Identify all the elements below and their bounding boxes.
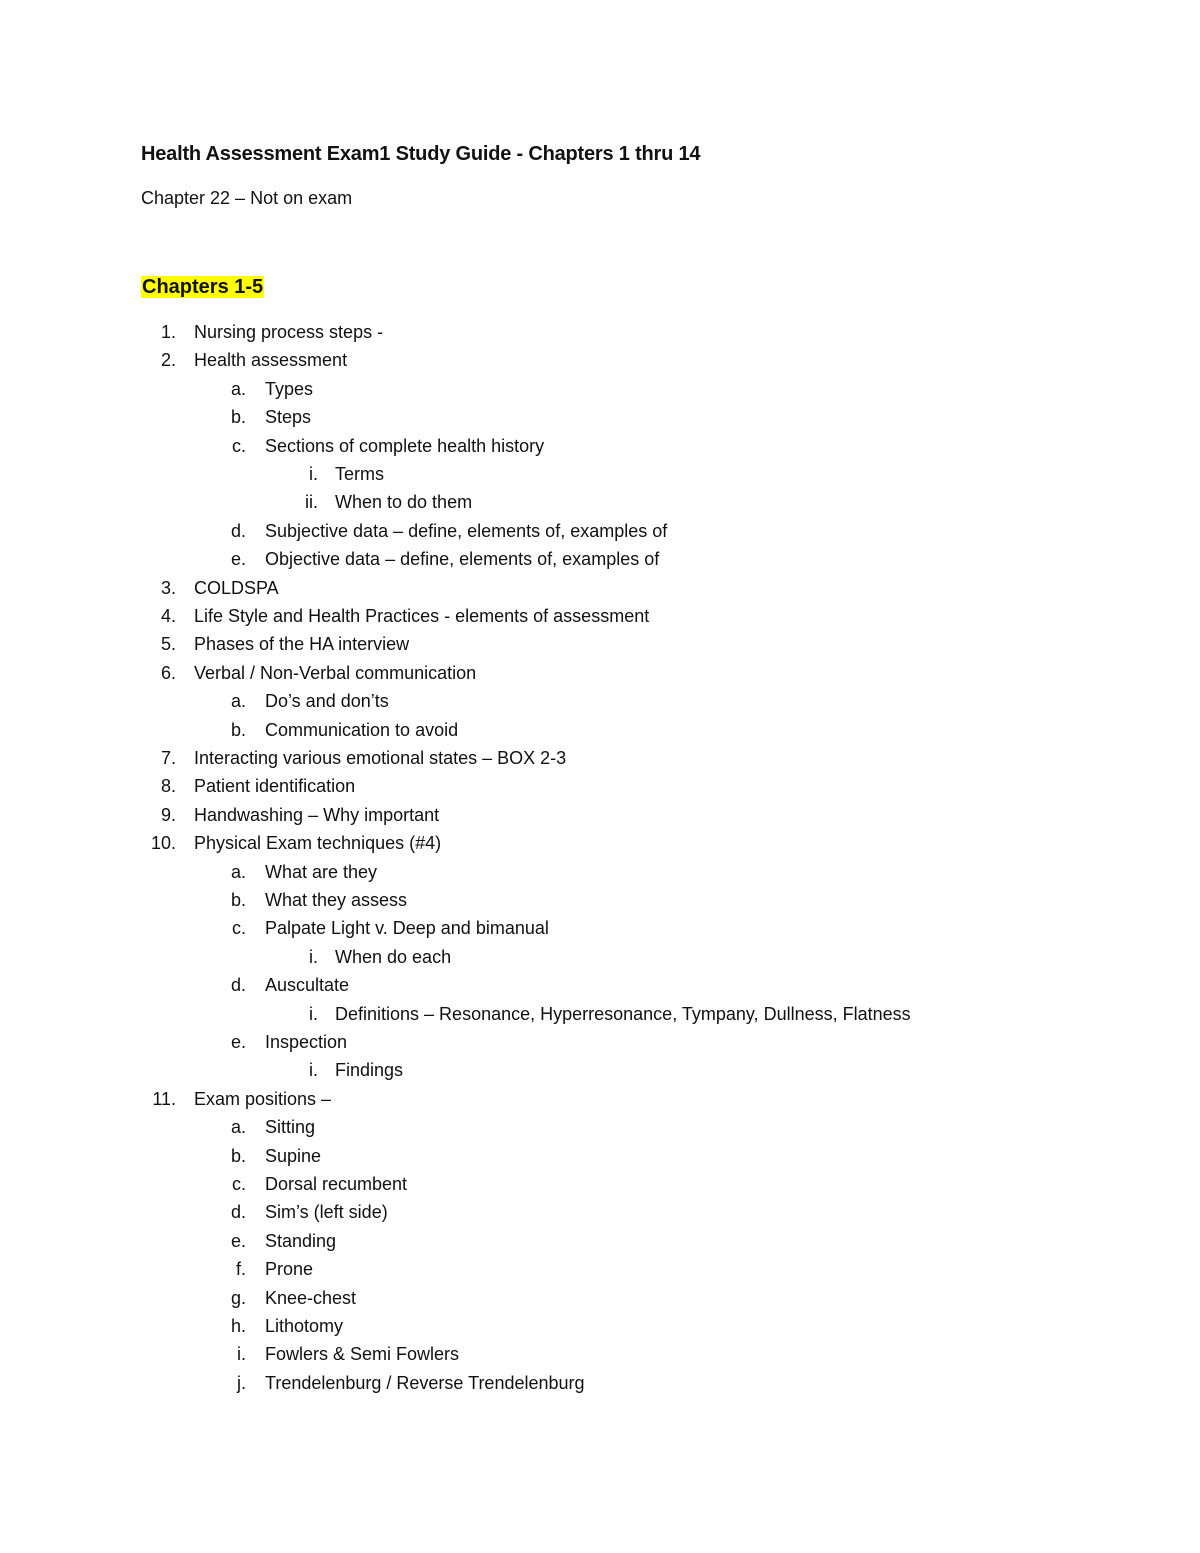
list-item-marker: d. — [230, 520, 246, 541]
list-item-marker: a. — [230, 861, 246, 882]
list-item-text: Nursing process steps - — [194, 322, 384, 342]
list-item-marker: g. — [230, 1287, 246, 1308]
list-item-marker: a. — [230, 1117, 246, 1138]
section-heading — [141, 276, 264, 299]
list-item-text: Exam positions – — [194, 1088, 332, 1109]
list-item-text: Health assessment — [194, 350, 348, 371]
list-item-marker: i. — [309, 946, 318, 967]
list-item-marker: b. — [230, 1145, 246, 1166]
list-item-marker: 8. — [160, 776, 176, 797]
list-item-marker: i. — [309, 1003, 318, 1024]
list-item-text: What are they — [265, 861, 378, 882]
list-item-marker: 7. — [160, 748, 176, 768]
list-item-marker: i. — [237, 1344, 246, 1365]
list-item-text: Terms — [335, 464, 384, 484]
list-item-text: Subjective data – define, elements of, examples of — [265, 520, 668, 541]
list-item-text: COLDSPA — [194, 577, 279, 598]
list-item-marker: a. — [230, 691, 246, 712]
list-item-text: Palpate Light v. Deep and bimanual — [265, 918, 549, 939]
list-item-marker: 9. — [160, 804, 176, 825]
list-item-marker: 4. — [160, 606, 176, 626]
list-item-text: When to do them — [335, 492, 473, 513]
list-item-marker: c. — [231, 435, 246, 456]
list-item-marker: a. — [230, 378, 246, 399]
list-item-marker: c. — [231, 918, 246, 939]
list-item-marker: 11. — [152, 1088, 176, 1109]
list-item-text: Communication to avoid — [265, 719, 459, 740]
list-item-text: Types — [265, 378, 314, 399]
section-heading-text: Chapters 1-5 — [142, 276, 264, 298]
list-item-marker: d. — [230, 1202, 246, 1223]
list-item-text: Knee-chest — [265, 1287, 357, 1308]
list-item-text: Sim’s (left side) — [265, 1202, 388, 1223]
list-item-text: Dorsal recumbent — [265, 1174, 408, 1194]
list-item-text: Sections of complete health history — [265, 435, 545, 456]
list-item-text: What they assess — [265, 890, 408, 910]
list-item-marker: ii. — [305, 492, 318, 513]
list-item-text: Patient identification — [194, 776, 356, 797]
list-item-marker: i. — [309, 1060, 318, 1081]
list-item-marker: h. — [230, 1316, 246, 1336]
document-subtitle: Chapter 22 – Not on exam — [141, 188, 353, 208]
list-item-text: Physical Exam techniques (#4) — [194, 833, 442, 854]
list-item-marker: b. — [230, 407, 246, 428]
list-item-text: Objective data – define, elements of, examples of — [265, 549, 660, 570]
list-item-text: Phases of the HA interview — [194, 634, 410, 655]
list-item-marker: j. — [237, 1372, 246, 1393]
list-item-text: Definitions – Resonance, Hyperresonance, Tympany, Dullness, Flatness — [335, 1003, 911, 1024]
list-item-text: Trendelenburg / Reverse Trendelenburg — [265, 1372, 585, 1393]
list-item-marker: d. — [230, 975, 246, 996]
document-title: Health Assessment Exam1 Study Guide - Chapters 1 thru 14 — [141, 143, 701, 165]
list-item-text: Fowlers & Semi Fowlers — [265, 1344, 460, 1365]
list-item-text: Standing — [265, 1230, 337, 1251]
list-item-text: Inspection — [265, 1032, 348, 1052]
list-item-text: Steps — [265, 407, 312, 428]
list-item-text: Supine — [265, 1145, 322, 1166]
list-item-text: Do’s and don’ts — [265, 691, 389, 712]
list-item-text: Verbal / Non-Verbal communication — [194, 662, 477, 683]
list-item-marker: 6. — [160, 662, 176, 683]
list-item-text: Interacting various emotional states – BOX 2-3 — [194, 748, 567, 768]
list-item-marker: e. — [230, 549, 246, 570]
list-item-marker: b. — [230, 890, 246, 910]
list-item-marker: i. — [309, 464, 318, 484]
list-item-text: Handwashing – Why important — [194, 804, 440, 825]
list-item-marker: b. — [230, 719, 246, 740]
list-item-marker: 3. — [160, 577, 176, 598]
list-item-text: Prone — [265, 1259, 314, 1280]
list-item-marker: f. — [235, 1259, 246, 1280]
list-item-text: When do each — [335, 946, 452, 967]
list-item-marker: 1. — [160, 322, 176, 342]
list-item-text: Life Style and Health Practices - elements of assessment — [194, 606, 650, 626]
list-item-text: Sitting — [265, 1117, 316, 1138]
list-item-text: Lithotomy — [265, 1316, 344, 1336]
list-item-marker: 2. — [160, 350, 176, 371]
list-item-marker: 10. — [150, 833, 176, 854]
list-item-marker: c. — [231, 1174, 246, 1194]
list-item-marker: e. — [230, 1032, 246, 1052]
list-item-text: Auscultate — [265, 975, 350, 996]
list-item-marker: 5. — [160, 634, 176, 655]
list-item-marker: e. — [230, 1230, 246, 1251]
list-item-text: Findings — [335, 1060, 404, 1081]
